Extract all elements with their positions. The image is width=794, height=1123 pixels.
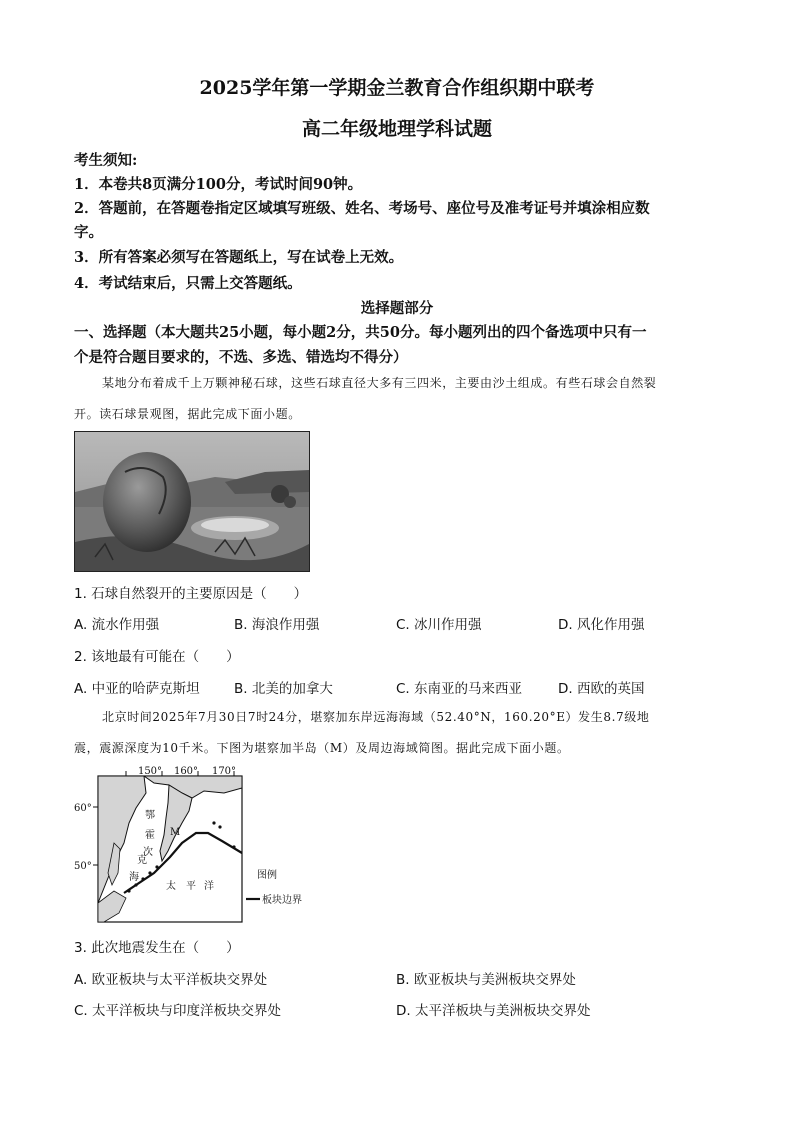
- map-ocean-char-1: 太: [166, 881, 176, 892]
- map-lat-label-50: 50°: [74, 861, 92, 872]
- map-lon-label-170: 170°: [211, 766, 237, 777]
- map-sea-char-4: 克: [137, 855, 147, 866]
- question-3-stem: 3. 此次地震发生在（ ）: [74, 940, 240, 956]
- kamchatka-map: [74, 763, 324, 928]
- map-sea-char-5: 海: [129, 872, 139, 883]
- exam-title: 2025学年第一学期金兰教育合作组织期中联考: [199, 77, 595, 99]
- section-heading-line1: 一、选择题（本大题共25小题，每小题2分，共50分。每小题列出的四个备选项中只有一: [74, 324, 647, 341]
- question-3-option-d: D. 太平洋板块与美洲板块交界处: [396, 1003, 591, 1019]
- question-3-option-a: A. 欧亚板块与太平洋板块交界处: [74, 972, 268, 988]
- map-sea-char-2: 霍: [145, 830, 155, 841]
- notice-heading: 考生须知:: [74, 152, 138, 169]
- notice-item-3: 3．所有答案必须写在答题纸上，写在试卷上无效。: [74, 249, 404, 266]
- question-2-option-d: D. 西欧的英国: [558, 681, 645, 697]
- question-1-stem: 1. 石球自然裂开的主要原因是（ ）: [74, 586, 308, 602]
- question-1-option-a: A. 流水作用强: [74, 617, 160, 633]
- map-sea-char-3: 次: [143, 847, 153, 858]
- map-lon-label-150: 150°: [137, 766, 163, 777]
- map-lon-label-160: 160°: [173, 766, 199, 777]
- question-2-option-a: A. 中亚的哈萨克斯坦: [74, 681, 200, 697]
- passage2-line2: 震，震源深度为10千米。下图为堪察加半岛（M）及周边海域简图。据此完成下面小题。: [74, 741, 570, 755]
- map-ocean-char-2: 平: [186, 881, 196, 892]
- stone-ball-photo: [74, 431, 310, 572]
- passage1-line1: 某地分布着成千上万颗神秘石球，这些石球直径大多有三四米，主要由沙土组成。有些石球会自然裂: [102, 376, 657, 390]
- question-2-option-b: B. 北美的加拿大: [234, 681, 333, 697]
- passage2-line1: 北京时间2025年7月30日7时24分，堪察加东岸远海海域（52.40°N，160.20°E）发生8.7级地: [102, 710, 650, 724]
- map-sea-char-1: 鄂: [145, 810, 155, 821]
- passage1-line2: 开。读石球景观图，据此完成下面小题。: [74, 407, 301, 421]
- part-title: 选择题部分: [360, 300, 434, 317]
- notice-item-4: 4．考试结束后，只需上交答题纸。: [74, 275, 302, 292]
- map-legend-title: 图例: [257, 870, 277, 881]
- map-peninsula-label: M: [170, 827, 181, 838]
- section-heading-line2: 个是符合题目要求的，不选、多选、错选均不得分）: [74, 349, 408, 366]
- exam-subtitle: 高二年级地理学科试题: [301, 118, 492, 140]
- question-2-option-c: C. 东南亚的马来西亚: [396, 681, 523, 697]
- map-legend-item: 板块边界: [262, 895, 302, 906]
- question-2-stem: 2. 该地最有可能在（ ）: [74, 649, 240, 665]
- notice-item-1: 1．本卷共8页满分100分，考试时间90钟。: [74, 176, 363, 193]
- question-1-option-d: D. 风化作用强: [558, 617, 645, 633]
- question-1-option-c: C. 冰川作用强: [396, 617, 482, 633]
- notice-item-2: 2．答题前，在答题卷指定区域填写班级、姓名、考场号、座位号及准考证号并填涂相应数: [74, 200, 650, 217]
- notice-item-2-cont: 字。: [74, 224, 103, 241]
- question-1-option-b: B. 海浪作用强: [234, 617, 320, 633]
- map-ocean-char-3: 洋: [204, 881, 214, 892]
- question-3-option-c: C. 太平洋板块与印度洋板块交界处: [74, 1003, 282, 1019]
- question-3-option-b: B. 欧亚板块与美洲板块交界处: [396, 972, 576, 988]
- map-lat-label-60: 60°: [74, 803, 92, 814]
